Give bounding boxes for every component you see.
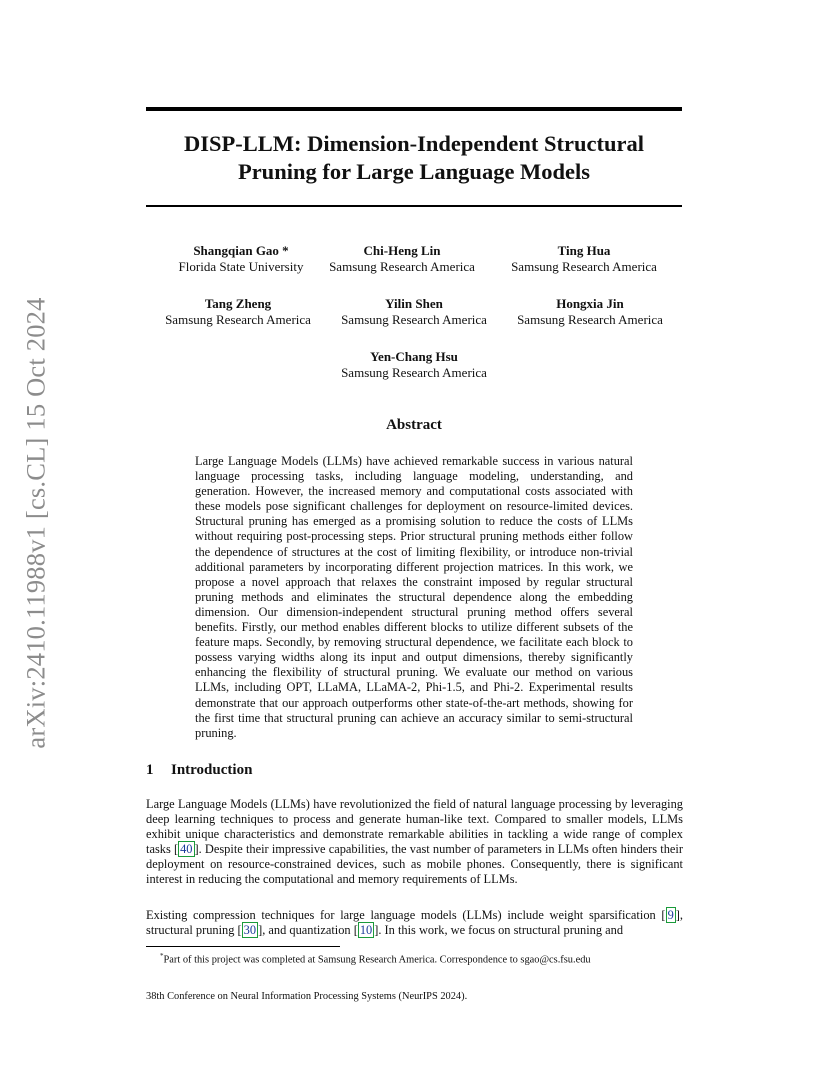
footnote-rule: [146, 946, 340, 947]
author-name: Tang Zheng: [204, 296, 272, 311]
author-name: Shangqian Gao *: [193, 243, 289, 258]
author-name: Chi-Heng Lin: [363, 243, 441, 258]
intro-text: Existing compression techniques for large language models (LLMs) include weight sparsification [: [146, 908, 666, 922]
author-name: Hongxia Jin: [556, 296, 624, 311]
arxiv-stamp: arXiv:2410.11988v1 [cs.CL] 15 Oct 2024: [20, 297, 51, 749]
author-affiliation: Florida State University: [178, 259, 304, 274]
footnote-marker: *: [160, 952, 164, 960]
author-block: [314, 296, 514, 328]
intro-paragraph-1: [146, 797, 683, 888]
citation-link[interactable]: 40: [180, 842, 193, 857]
author-block: [314, 349, 514, 381]
section-number: 1: [146, 762, 154, 778]
citation-link[interactable]: 30: [243, 923, 257, 938]
footnote-text: Part of this project was completed at Samsung Research America. Correspondence to sgao@cs.fsu.edu: [163, 954, 591, 966]
paper-title: [146, 130, 682, 186]
author-affiliation: Samsung Research America: [165, 312, 311, 327]
footnote: [160, 950, 591, 966]
section-title: Introduction: [171, 762, 253, 778]
abstract-heading: Abstract: [386, 417, 442, 433]
venue-note: 38th Conference on Neural Information Processing Systems (NeurIPS 2024).: [146, 991, 468, 1002]
author-affiliation: Samsung Research America: [329, 259, 475, 274]
intro-text: ]. In this work, we focus on structural pruning and: [374, 923, 624, 938]
author-block: [490, 296, 690, 328]
intro-text: ], structural pruning [: [146, 908, 683, 938]
author-affiliation: Samsung Research America: [511, 259, 657, 274]
title-line-2: Pruning for Large Language Models: [237, 159, 591, 184]
author-name: Yilin Shen: [385, 296, 443, 311]
author-name: Ting Hua: [557, 243, 611, 258]
author-affiliation: Samsung Research America: [341, 365, 487, 380]
title-top-rule: [146, 107, 682, 111]
intro-paragraph-2: [146, 908, 683, 938]
author-affiliation: Samsung Research America: [341, 312, 487, 327]
abstract-body: Large Language Models (LLMs) have achieved remarkable success in various natural language processing tasks, including language modeling, understanding, and generation. However, the increased memory and computational costs associated with these models pose significant challenges for deployment on resource-limited devices. Structural pruning has emerged as a promising solution to reduce the costs of LLMs without requiring post-processing steps. Prior structural pruning methods either follow the dependence of structures at the cost of limiting flexibility, or introduce non-trivial additional parameters by incorporating different projection matrices. In this work, we propose a novel approach that relaxes the constraint imposed by regular structural pruning methods and eliminates the structural dependence along the embedding dimension. Our dimension-independent structural pruning method offers several benefits. Firstly, our method enables different blocks to utilize different subsets of the feature maps. Secondly, by removing structural dependence, we facilitate each block to possess varying widths along its input and output dimensions, thereby significantly enhancing the flexibility of structural pruning. We evaluate our method on various LLMs, including OPT, LLaMA, LLaMA-2, Phi-1.5, and Phi-2. Experimental results demonstrate that our approach outperforms other state-of-the-art methods, showing for the first time that structural pruning can achieve an accuracy similar to semi-structural pruning.: [195, 454, 633, 740]
section-heading-introduction: [146, 762, 252, 779]
author-affiliation: Samsung Research America: [517, 312, 663, 327]
author-block: [302, 243, 502, 275]
author-name: Yen-Chang Hsu: [370, 349, 458, 364]
title-bottom-rule: [146, 205, 682, 207]
author-block: [484, 243, 684, 275]
author-block: [138, 296, 338, 328]
intro-text: ], and quantization [: [258, 923, 358, 938]
title-line-1: DISP-LLM: Dimension-Independent Structural: [183, 131, 645, 156]
intro-text: Large Language Models (LLMs) have revolutionized the field of natural language processing by leveraging deep learning techniques to process and generate human-like text. Compared to smaller models, LLMs exhibit unique characteristics and demonstrate remarkable abilities in tackling a wide range of complex tasks [: [146, 797, 683, 857]
citation-link[interactable]: 10: [359, 923, 373, 938]
intro-text: ]. Despite their impressive capabilities, the vast number of parameters in LLMs often hinders their deployment on resource-constrained devices, such as mobile phones. Consequently, there is significant interest in reducing the computational and memory requirements of LLMs.: [146, 842, 683, 887]
citation-link[interactable]: 9: [667, 908, 674, 922]
